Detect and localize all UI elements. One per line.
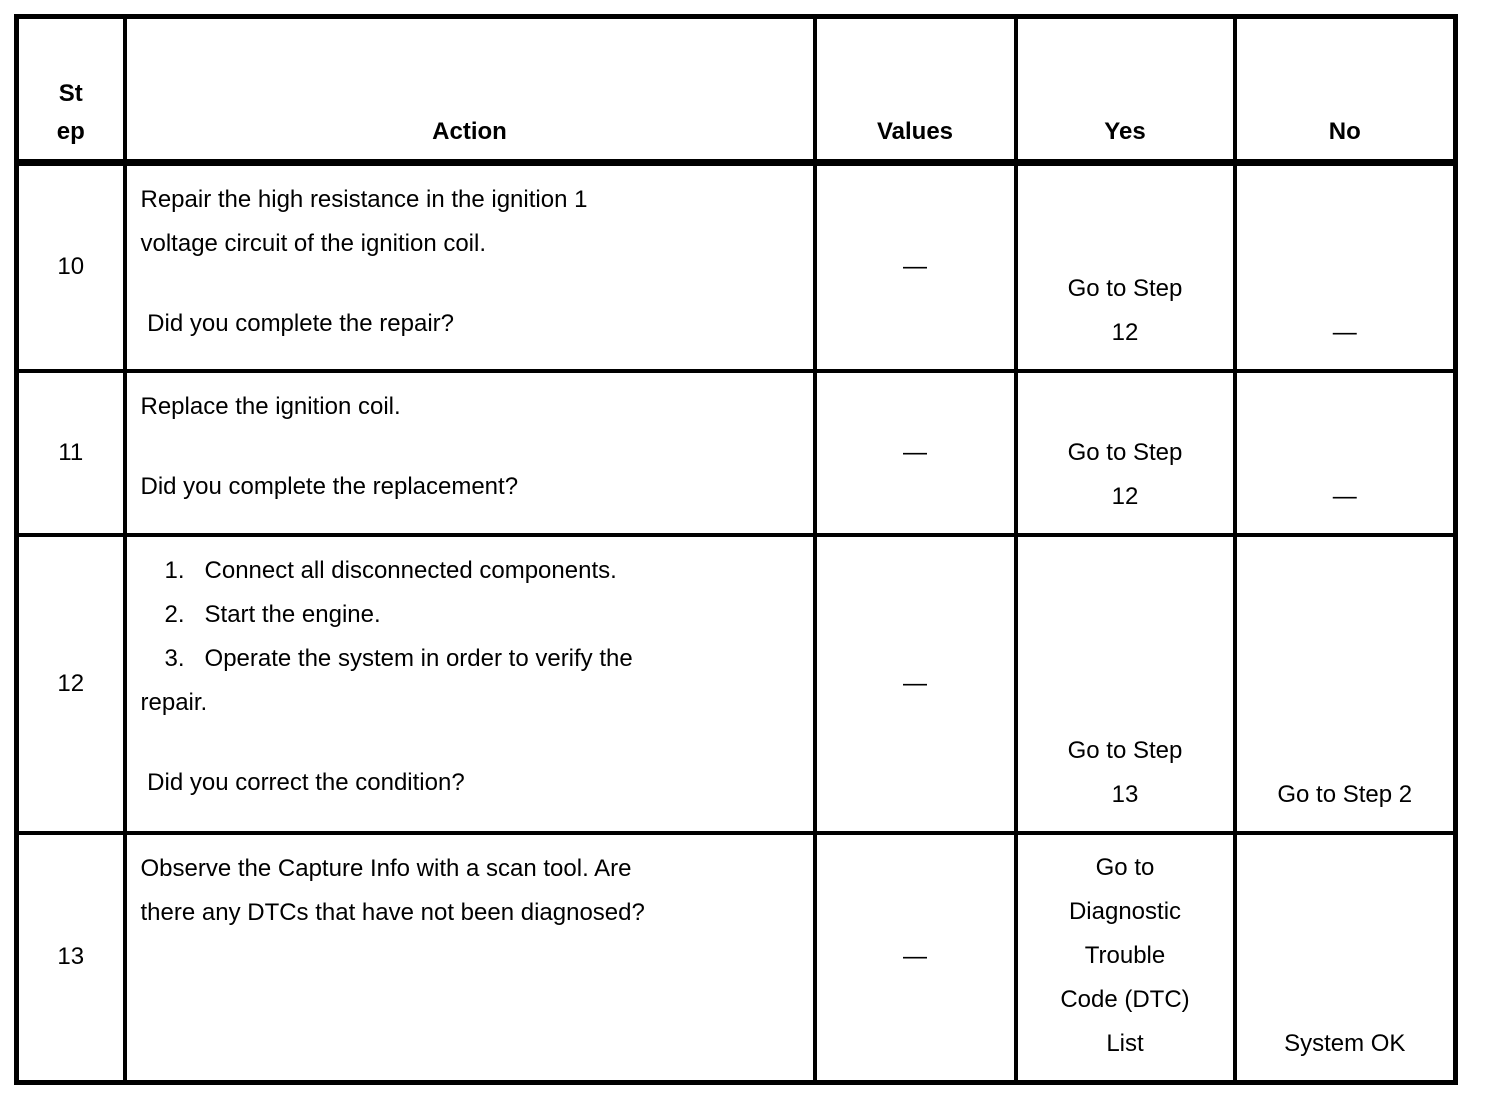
header-row — [17, 17, 1456, 163]
yes-line: Go to — [1095, 854, 1155, 881]
action-line: repair. — [140, 688, 208, 716]
step-cell: 10 — [17, 163, 125, 371]
step-cell: 11 — [17, 371, 125, 535]
action-line: 3. Operate the system in order to verify the — [164, 644, 633, 672]
action-blank-line — [141, 725, 793, 761]
no-cell — [1235, 535, 1456, 833]
header-action: Action — [125, 17, 815, 163]
yes-line: 13 — [1111, 780, 1139, 808]
values-cell: — — [815, 833, 1016, 1083]
action-line: Observe the Capture Info with a scan tool. Are — [140, 854, 632, 882]
action-cell — [125, 535, 815, 833]
table-row — [17, 163, 1456, 371]
yes-line: Go to Step — [1067, 736, 1183, 764]
header-yes: Yes — [1016, 17, 1235, 163]
no-cell — [1235, 833, 1456, 1083]
yes-cell — [1016, 163, 1235, 371]
no-cell — [1235, 163, 1456, 371]
yes-line: Diagnostic — [1068, 898, 1182, 925]
header-step-line-1: St — [58, 80, 83, 107]
diagnostic-step-table — [14, 14, 1458, 1085]
action-line: there any DTCs that have not been diagnosed? — [140, 898, 645, 926]
yes-cell — [1016, 535, 1235, 833]
action-cell — [125, 371, 815, 535]
yes-line: Go to Step — [1067, 438, 1183, 466]
yes-cell — [1016, 833, 1235, 1083]
table-row — [17, 833, 1456, 1083]
table-row — [17, 535, 1456, 833]
no-line: Go to Step 2 — [1277, 780, 1413, 808]
no-cell — [1235, 371, 1456, 535]
action-line: Did you correct the condition? — [140, 768, 465, 796]
action-line: Replace the ignition coil. — [140, 392, 401, 420]
yes-line: Code (DTC) — [1060, 986, 1190, 1013]
yes-cell — [1016, 371, 1235, 535]
header-no: No — [1235, 17, 1456, 163]
values-cell: — — [815, 371, 1016, 535]
no-line: — — [1332, 318, 1357, 346]
action-cell — [125, 163, 815, 371]
yes-line: Trouble — [1084, 942, 1166, 969]
yes-line: Go to Step — [1067, 274, 1183, 302]
action-line: Repair the high resistance in the ignition 1 — [140, 186, 588, 213]
no-line: System OK — [1284, 1030, 1406, 1057]
header-step-line-2: ep — [56, 118, 85, 145]
action-blank-line — [141, 429, 793, 465]
header-values: Values — [815, 17, 1016, 163]
table-body — [17, 163, 1456, 1083]
action-blank-line — [141, 266, 793, 302]
action-line: Did you complete the replacement? — [140, 472, 519, 500]
yes-line: List — [1106, 1030, 1144, 1057]
action-line: 1. Connect all disconnected components. — [164, 556, 617, 584]
action-line: 2. Start the engine. — [164, 600, 381, 628]
step-cell: 13 — [17, 833, 125, 1083]
action-cell — [125, 833, 815, 1083]
header-step — [17, 17, 125, 163]
yes-line: 12 — [1111, 482, 1139, 510]
action-line: voltage circuit of the ignition coil. — [140, 230, 487, 257]
step-cell: 12 — [17, 535, 125, 833]
values-cell: — — [815, 535, 1016, 833]
action-line: Did you complete the repair? — [140, 310, 455, 337]
values-cell: — — [815, 163, 1016, 371]
no-line: — — [1332, 482, 1357, 510]
table-row — [17, 371, 1456, 535]
yes-line: 12 — [1111, 318, 1139, 346]
table-header — [17, 17, 1456, 163]
